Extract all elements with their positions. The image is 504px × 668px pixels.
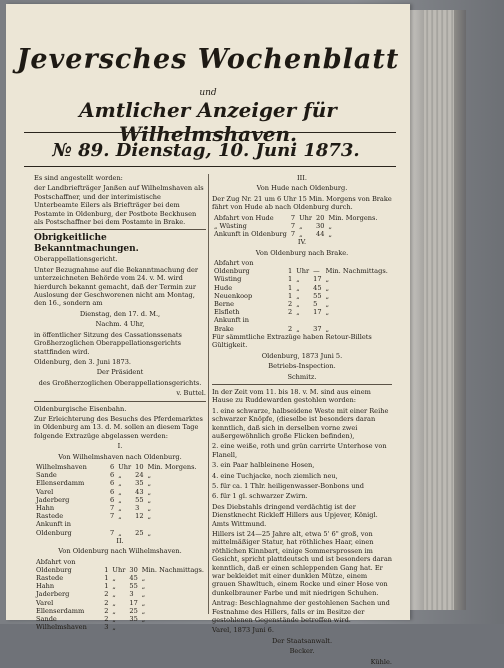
masthead-rule-top <box>24 132 396 133</box>
table-row: Ankunft in Oldenburg 7 „ 44 „ <box>214 230 332 239</box>
table-row: Abfahrt von <box>36 557 76 566</box>
table-row: Ellenserdamm 2 „ 25 „ <box>36 606 146 615</box>
section-number: IV. <box>297 238 307 247</box>
table-row: „ Wüsting 7 „ 30 „ <box>214 221 332 230</box>
issue-line: № 89. Dienstag, 10. Juni 1873. <box>52 140 360 161</box>
signature-name: Schmitz. <box>287 372 317 381</box>
table-row: Hude 1 „ 45 „ <box>214 283 329 292</box>
list-item: 5. für ca. 1 Thlr. heiligenwasser-Bonbons und <box>212 481 364 490</box>
book-cover-edge <box>454 10 466 610</box>
table-row: Rastede 1 „ 45 „ <box>36 574 146 583</box>
timetable-4 <box>212 259 390 333</box>
divider <box>34 229 206 230</box>
table-row: Rastede 7 „ 12 „ <box>36 512 151 521</box>
list-item: 1. eine schwarze, halbseidene Weste mit einer Reihe schwarzer Knöpfe, (dieselbe ist besonders daran kenntlich, daß sich in derselben vorne zwei außergewöhnlich große Flicken befinden), <box>212 406 389 440</box>
table-row: Ellenserdamm 6 „ 35 „ <box>36 479 151 488</box>
table-row: Wüsting 1 „ 17 „ <box>214 275 329 284</box>
masthead-rule-bottom <box>24 166 396 167</box>
table-row: Wilhelmshaven 6 Uhr 10 Min. Morgens. <box>36 462 197 471</box>
table-row: Varel 6 „ 43 „ <box>36 487 151 496</box>
masthead-title: Jeversches Wochenblatt <box>16 44 400 75</box>
table-row: Wilhelmshaven 3 „ <box>36 623 116 632</box>
section-heading: Obrigkeitliche Bekanntmachungen. <box>34 233 139 255</box>
list-item: 6. für 1 gl. schwarzer Zwirn. <box>212 492 308 501</box>
route-heading: Von Oldenburg nach Brake. <box>255 248 349 257</box>
intro-heading: Es sind angestellt worden: <box>34 174 123 182</box>
page-edge <box>410 10 424 610</box>
timetable-3 <box>212 214 379 239</box>
list-item: 3. ein Paar halbleinene Hosen, <box>212 461 315 470</box>
table-row: Abfahrt von Hude 7 Uhr 20 Min. Morgens. <box>214 213 378 222</box>
notice-session: in öffentlicher Sitzung des Cassationssenats Großherzoglichen Oberappellationsgerichts stattfinden wird. <box>34 330 182 356</box>
table-row: Hahn 1 „ 55 „ <box>36 582 146 591</box>
table-row: Sande 6 „ 24 „ <box>36 471 151 480</box>
signature-name: Becker. <box>289 647 315 656</box>
signature-clerk: Kühle. <box>370 657 392 666</box>
section-number: I. <box>117 442 123 451</box>
signature-name: v. Buttel. <box>176 389 206 398</box>
notice-time: Nachm. 4 Uhr, <box>95 320 145 329</box>
table-row: Abfahrt von <box>214 259 254 268</box>
table-row: Berne 2 „ 5 „ <box>214 300 329 309</box>
signature-title: Der Präsident <box>96 368 144 377</box>
page-stack <box>424 10 454 610</box>
request-text: Antrag: Beschlagnahme der gestohlenen Sachen und Festnahme des Hillers, falls er im Besitze der gestohlenen Gegenstände betroffen wird. <box>212 599 390 625</box>
table-row: Brake 2 „ 37 „ <box>214 324 329 333</box>
suspect-text: Des Diebstahls dringend verdächtig ist der Dienstknecht Rickleff Hillers aus Upjever, Königl. Amts Wittmund. <box>212 502 378 528</box>
table-row: Jaderberg 2 „ 3 „ <box>36 590 146 599</box>
timetable-1 <box>34 463 199 537</box>
masthead-subtitle: Amtlicher Anzeiger für Wilhelmshaven. <box>79 98 337 146</box>
intro-text: der Landbriefträger Janßen auf Wilhelmshaven als Postschaffner, und der interimistische Unterbeamte Eilers als Briefträger bei dem Postamte in Oldenburg, der Postbote Beckhusen als Postschaffner bei dem Postamte in Brake. <box>34 184 204 227</box>
court-name: Oberappellationsgericht. <box>34 255 118 264</box>
ticket-note: Für sämmtliche Extrazüge haben Retour-Billets Gültigkeit. <box>212 332 372 350</box>
route-heading: Von Wilhelmshaven nach Oldenburg. <box>58 452 182 461</box>
divider <box>212 384 392 385</box>
signature-office: Der Staatsanwalt. <box>271 636 333 645</box>
table-row: Hahn 7 „ 3 „ <box>36 503 151 512</box>
route-heading: Von Hude nach Oldenburg. <box>256 184 348 193</box>
table-row: Neuenkoop 1 „ 55 „ <box>214 291 329 300</box>
place-date: Varel, 1873 Juni 6. <box>212 626 274 635</box>
table-row: Jaderberg 6 „ 55 „ <box>36 495 151 504</box>
notice-text: Unter Bezugnahme auf die Bekanntmachung der unterzeichneten Behörde vom 24. v. M. wird hierdurch bekannt gemacht, daß der Termin zur Auslosung der Geschworenen nicht am Montag, den 16., sondern am <box>34 265 199 308</box>
table-row: Oldenburg 1 Uhr 30 Min. Nachmittags. <box>36 565 204 574</box>
rail-text: Zur Erleichterung des Besuchs des Pferdemarktes in Oldenburg am 13. d. M. sollen an diesem Tage folgende Extrazüge abgelassen werden: <box>34 414 203 440</box>
place-date: Oldenburg, 1873 Juni 5. <box>261 351 343 360</box>
route-text: Der Zug Nr. 21 um 6 Uhr 15 Min. Morgens von Brake fährt von Hude ab nach Oldenburg durch. <box>212 194 392 212</box>
right-column <box>212 174 392 668</box>
rail-heading: Oldenburgische Eisenbahn. <box>34 404 127 413</box>
table-row: Ankunft in <box>36 520 72 529</box>
table-row: Oldenburg 1 Uhr — Min. Nachmittags. <box>214 267 388 276</box>
table-row: Ankunft in <box>214 316 250 325</box>
list-item: 4. eine Tuchjacke, noch ziemlich neu, <box>212 471 338 480</box>
timetable-2 <box>34 558 206 632</box>
route-heading: Von Oldenburg nach Wilhelmshaven. <box>58 547 182 556</box>
table-row: Elsfleth 2 „ 17 „ <box>214 308 329 317</box>
section-number: III. <box>297 174 307 182</box>
notice-date: Dienstag, den 17. d. M., <box>79 309 161 318</box>
table-row: Sande 2 „ 35 „ <box>36 615 146 624</box>
signature-office: Betriebs-Inspection. <box>268 362 336 371</box>
section-number: II. <box>116 536 124 545</box>
signature-office: des Großherzoglichen Oberappellationsgerichts. <box>38 378 202 387</box>
left-column <box>34 174 206 631</box>
divider <box>34 401 206 402</box>
notice-place-date: Oldenburg, den 3. Juni 1873. <box>34 357 131 366</box>
theft-notice: In der Zeit vom 11. bis 18. v. M. sind aus einem Hause zu Ruddewarden gestohlen worden: <box>212 387 371 405</box>
suspect-description: Hillers ist 24—25 Jahre alt, etwa 5' 6" groß, von mittelmäßiger Statur, hat röthliches Haar, einen röthlichen Kinnbart, einige Sommersprossen im Gesicht, spricht plattdeutsch und ist besonders daran kenntlich, daß er einen schleppenden Gang hat. Er war bekleidet mit einer dunklen Mütze, einem grauen Shawltuch, einem Rocke und einer Hose von dunkelbrauner Farbe und mit niedrigen Schuhen. <box>212 530 393 597</box>
list-item: 2. eine weiße, roth und grün carrirte Unterhose von Flanell, <box>212 442 387 459</box>
table-row: Varel 2 „ 17 „ <box>36 598 146 607</box>
column-divider <box>208 174 209 614</box>
masthead-connector: und <box>199 88 217 98</box>
newspaper-page <box>6 4 410 666</box>
table-row: Oldenburg 7 „ 25 „ <box>36 528 151 537</box>
